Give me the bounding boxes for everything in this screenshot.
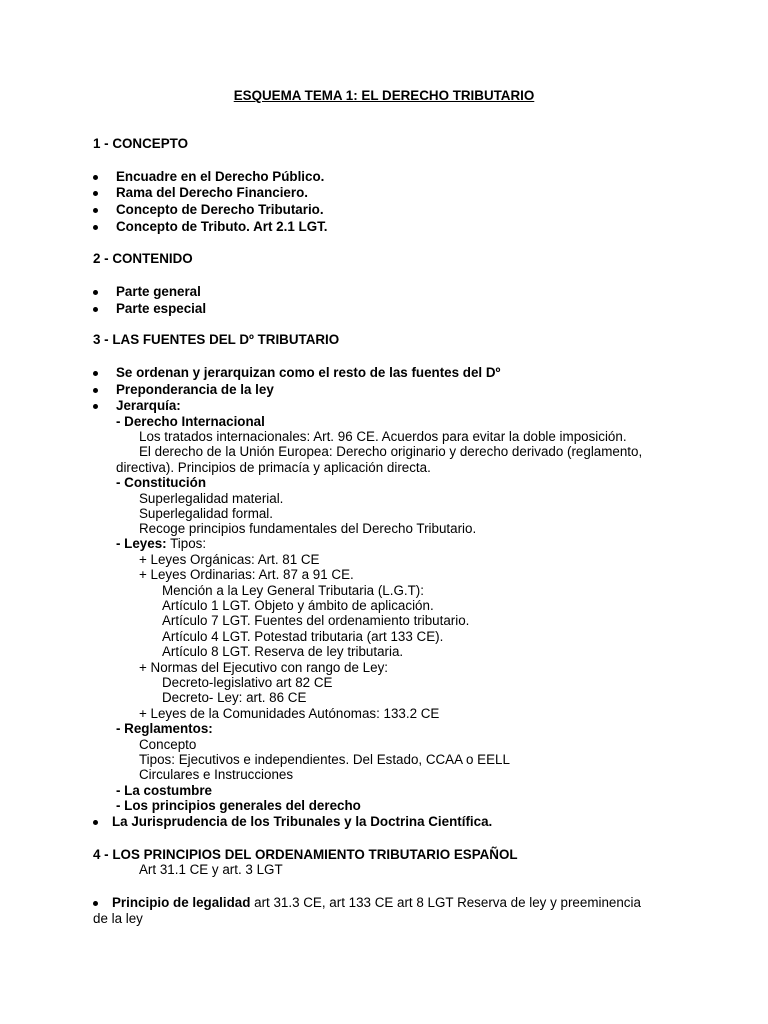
- list-item: Parte especial: [116, 301, 207, 316]
- bullet-icon: [91, 219, 99, 235]
- list-item: Rama del Derecho Financiero.: [116, 185, 308, 200]
- section-heading-fuentes: 3 - LAS FUENTES DEL Dº TRIBUTARIO: [93, 332, 340, 347]
- list-item: La Jurisprudencia de los Tribunales y la Doctrina Científica.: [112, 814, 493, 829]
- text-line: Circulares e Instrucciones: [139, 767, 294, 782]
- subheading-constitucion: - Constitución: [116, 475, 207, 490]
- subheading-leyes: [116, 536, 206, 552]
- subheading-reglamentos: - Reglamentos:: [116, 721, 213, 736]
- text-line: Art 31.1 CE y art. 3 LGT: [139, 862, 283, 877]
- bullet-icon: [91, 169, 99, 185]
- text-line: + Normas del Ejecutivo con rango de Ley:: [139, 660, 388, 675]
- section-heading-concepto: 1 - CONCEPTO: [93, 136, 188, 151]
- bullet-icon: [91, 202, 99, 218]
- bullet-icon: [91, 284, 99, 300]
- text-line: + Leyes Ordinarias: Art. 87 a 91 CE.: [139, 567, 354, 582]
- bullet-icon: [91, 185, 99, 201]
- legalidad-text: art 31.3 CE, art 133 CE art 8 LGT Reserva de ley y preeminencia: [250, 895, 641, 910]
- subheading-derecho-internacional: - Derecho Internacional: [116, 414, 265, 429]
- bullet-icon: [91, 814, 99, 830]
- list-item: Concepto de Derecho Tributario.: [116, 202, 324, 217]
- list-item-legalidad: [112, 895, 641, 911]
- text-line: Los tratados internacionales: Art. 96 CE. Acuerdos para evitar la doble imposición.: [139, 429, 627, 444]
- text-line: El derecho de la Unión Europea: Derecho originario y derecho derivado (reglamento,: [139, 444, 643, 459]
- list-item: Concepto de Tributo. Art 2.1 LGT.: [116, 219, 328, 234]
- list-item: Preponderancia de la ley: [116, 382, 274, 397]
- text-line: Tipos: Ejecutivos e independientes. Del Estado, CCAA o EELL: [139, 752, 510, 767]
- leyes-label: - Leyes:: [116, 536, 167, 551]
- text-line: Mención a la Ley General Tributaria (L.G.T):: [162, 583, 424, 598]
- text-line: Concepto: [139, 737, 197, 752]
- bullet-icon: [91, 895, 99, 911]
- text-line: directiva). Principios de primacía y aplicación directa.: [116, 460, 431, 475]
- text-line: Superlegalidad formal.: [139, 506, 273, 521]
- text-line: + Leyes de la Comunidades Autónomas: 133.2 CE: [139, 706, 440, 721]
- subheading-costumbre: - La costumbre: [116, 783, 212, 798]
- subheading-principios: - Los principios generales del derecho: [116, 798, 361, 813]
- legalidad-label: Principio de legalidad: [112, 895, 251, 910]
- list-item: Parte general: [116, 284, 201, 299]
- bullet-icon: [91, 301, 99, 317]
- leyes-tipos-text: Tipos:: [166, 536, 207, 551]
- list-item: Encuadre en el Derecho Público.: [116, 169, 325, 184]
- section-heading-contenido: 2 - CONTENIDO: [93, 251, 193, 266]
- text-line: de la ley: [93, 911, 143, 926]
- bullet-icon: [91, 382, 99, 398]
- text-line: Recoge principios fundamentales del Derecho Tributario.: [139, 521, 477, 536]
- text-line: Decreto- Ley: art. 86 CE: [162, 690, 307, 705]
- list-item: Jerarquía:: [116, 398, 181, 413]
- text-line: Artículo 8 LGT. Reserva de ley tributaria.: [162, 644, 404, 659]
- section-heading-principios: 4 - LOS PRINCIPIOS DEL ORDENAMIENTO TRIBUTARIO ESPAÑOL: [93, 847, 518, 862]
- text-line: Decreto-legislativo art 82 CE: [162, 675, 333, 690]
- list-item: Se ordenan y jerarquizan como el resto de las fuentes del Dº: [116, 365, 501, 380]
- bullet-icon: [91, 398, 99, 414]
- text-line: Superlegalidad material.: [139, 491, 284, 506]
- text-line: Artículo 7 LGT. Fuentes del ordenamiento tributario.: [162, 613, 470, 628]
- text-line: Artículo 1 LGT. Objeto y ámbito de aplicación.: [162, 598, 434, 613]
- text-line: + Leyes Orgánicas: Art. 81 CE: [139, 552, 320, 567]
- text-line: Artículo 4 LGT. Potestad tributaria (art 133 CE).: [162, 629, 444, 644]
- bullet-icon: [91, 365, 99, 381]
- document-title: ESQUEMA TEMA 1: EL DERECHO TRIBUTARIO: [233, 88, 535, 103]
